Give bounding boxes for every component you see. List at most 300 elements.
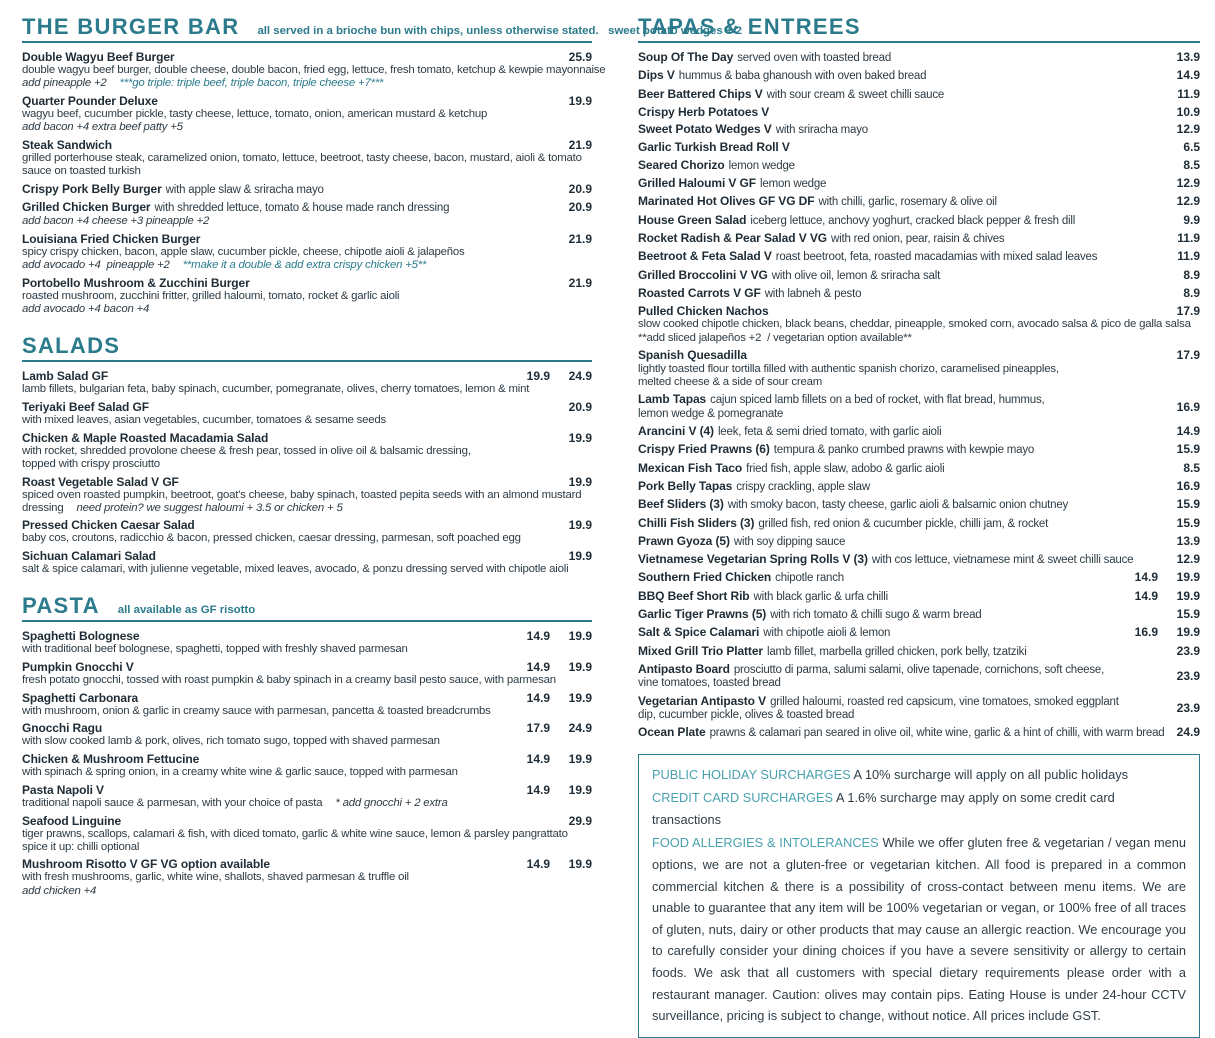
item-price: 24.9 — [568, 721, 592, 736]
menu-item — [22, 400, 592, 427]
item-row — [22, 475, 592, 489]
item-row — [638, 231, 1200, 246]
item-name: BBQ Beef Short Rib — [638, 588, 750, 603]
item-name: Crispy Pork Belly Burger — [22, 181, 162, 196]
item-text — [22, 783, 508, 797]
item-line — [22, 752, 508, 766]
item-name: Steak Sandwich — [22, 137, 112, 152]
item-text — [638, 662, 1116, 691]
item-name: Pumpkin Gnocchi V — [22, 660, 134, 675]
item-price-small: 14.9 — [526, 782, 550, 797]
item-row — [638, 516, 1200, 531]
item-row — [638, 392, 1200, 421]
item-name: Grilled Haloumi V GF — [638, 176, 757, 191]
item-desc — [22, 215, 592, 228]
item-row — [22, 232, 592, 246]
item-text — [638, 286, 1116, 301]
item-price: 17.9 — [1176, 348, 1200, 363]
item-price: 11.9 — [1177, 86, 1200, 101]
item-inline-desc: prosciutto di parma, salumi salami, olive tapenade, cornichons, soft cheese, — [733, 663, 1105, 676]
item-price-small: 14.9 — [1134, 570, 1158, 585]
item-name: Pasta Napoli V — [22, 782, 104, 797]
item-desc — [22, 165, 592, 178]
item-name: Chilli Fish Sliders (3) — [638, 515, 755, 530]
item-desc — [22, 871, 592, 884]
addon-highlight-text: ***go triple: triple beef, triple bacon, triple cheese +7*** — [119, 77, 384, 90]
item-desc-text: slow cooked chipotle chicken, black beans, cheddar, pineapple, smoked corn, avocado salsa & pico de galla salsa — [638, 318, 1191, 331]
item-price-small: 17.9 — [526, 721, 550, 736]
menu-item — [638, 725, 1200, 740]
item-price-small: 14.9 — [526, 690, 550, 705]
item-line — [638, 231, 1116, 246]
item-price: 20.9 — [568, 181, 592, 196]
item-price: 20.9 — [568, 399, 592, 414]
item-desc — [22, 246, 592, 259]
menu-item — [638, 534, 1200, 549]
item-inline-desc: cajun spiced lamb fillets on a bed of rocket, with flat bread, hummus, — [710, 394, 1045, 407]
item-price-small: 14.9 — [526, 660, 550, 675]
item-line — [638, 194, 1116, 209]
item-text — [22, 691, 508, 705]
item-price: 23.9 — [1176, 700, 1200, 715]
item-inline-desc: hummus & baba ghanoush with oven baked bread — [678, 70, 927, 83]
item-desc-text: dressing — [22, 501, 64, 514]
item-name: Roast Vegetable Salad V GF — [22, 474, 179, 489]
menu-item — [638, 194, 1200, 209]
item-price: 14.9 — [1176, 68, 1200, 83]
item-name: Grilled Broccolini V VG — [638, 267, 768, 282]
item-desc — [638, 376, 1200, 389]
menu-item — [638, 589, 1200, 604]
notice-label: PUBLIC HOLIDAY SURCHARGES — [652, 766, 854, 782]
item-line — [22, 691, 508, 705]
item-text — [638, 644, 1116, 659]
item-text — [638, 534, 1116, 549]
item-text — [22, 475, 508, 489]
item-line — [638, 644, 1116, 659]
item-row — [638, 286, 1200, 301]
item-row — [638, 213, 1200, 228]
item-name: Seared Chorizo — [638, 157, 725, 172]
item-price: 10.9 — [1176, 104, 1200, 119]
item-inline-desc: with sriracha mayo — [775, 124, 868, 137]
menu-item — [638, 122, 1200, 137]
menu-item — [22, 182, 592, 197]
item-name: Beetroot & Feta Salad V — [638, 249, 772, 264]
item-inline-desc: iceberg lettuce, anchovy yoghurt, cracked black pepper & fresh dill — [750, 214, 1076, 227]
item-inline-desc: chipotle ranch — [775, 572, 844, 585]
item-desc — [22, 77, 592, 90]
item-line — [22, 857, 508, 871]
item-price: 14.9 — [1176, 424, 1200, 439]
item-name: Louisiana Fried Chicken Burger — [22, 231, 201, 246]
addon-text: add avocado +4 bacon +4 — [22, 303, 150, 316]
item-row — [638, 105, 1200, 119]
item-row — [638, 534, 1200, 549]
item-name: Pressed Chicken Caesar Salad — [22, 518, 195, 533]
notice-text: A 1.6% surcharge may apply on some credit card transactions — [652, 790, 1115, 827]
menu-item — [638, 461, 1200, 476]
item-desc-text: traditional napoli sauce & parmesan, with your choice of pasta — [22, 796, 323, 809]
item-text — [22, 182, 508, 197]
item-inline-desc: with apple slaw & sriracha mayo — [165, 183, 324, 196]
item-row — [638, 140, 1200, 154]
menu-item — [22, 518, 592, 545]
item-price: 8.5 — [1183, 460, 1200, 475]
item-row — [22, 138, 592, 152]
item-name: Southern Fried Chicken — [638, 570, 772, 585]
item-price: 16.9 — [1176, 399, 1200, 414]
item-price: 9.9 — [1183, 212, 1200, 227]
item-price: 12.9 — [1176, 122, 1200, 137]
item-line — [22, 276, 508, 290]
item-name: Antipasto Board — [638, 661, 730, 676]
menu-item — [638, 286, 1200, 301]
menu-column-right — [638, 14, 1200, 1024]
item-name: Roasted Carrots V GF — [638, 285, 761, 300]
item-line — [638, 268, 1116, 283]
menu-item — [638, 644, 1200, 659]
item-text — [638, 304, 1116, 318]
item-row — [22, 431, 592, 445]
menu-item — [638, 249, 1200, 264]
item-name: Mushroom Risotto V GF VG option available — [22, 857, 270, 872]
menu-item — [638, 516, 1200, 531]
item-line — [638, 479, 1116, 494]
menu-item — [638, 424, 1200, 439]
item-inline-desc: with rich tomato & chilli sugo & warm bread — [770, 609, 982, 622]
item-desc — [22, 532, 592, 545]
item-name: Beef Sliders (3) — [638, 497, 724, 512]
item-price: 19.9 — [1176, 570, 1200, 585]
item-row — [22, 549, 592, 563]
menu-item — [638, 68, 1200, 83]
item-text — [638, 392, 1116, 421]
item-desc — [22, 64, 606, 77]
item-line — [22, 94, 508, 108]
item-desc — [22, 445, 592, 458]
item-inline-desc: vine tomatoes, toasted bread — [638, 677, 781, 690]
item-name: Double Wagyu Beef Burger — [22, 50, 175, 64]
item-row — [22, 50, 592, 64]
addon-text: add bacon +4 extra beef patty +5 — [22, 121, 183, 134]
menu-item — [638, 625, 1200, 640]
item-name: Sweet Potato Wedges V — [638, 122, 772, 137]
item-name: Gnocchi Ragu — [22, 721, 103, 736]
item-price: 12.9 — [1176, 176, 1200, 191]
item-price: 24.9 — [1176, 725, 1200, 740]
item-row — [638, 625, 1200, 640]
item-price: 16.9 — [1176, 478, 1200, 493]
item-row — [22, 276, 592, 290]
item-name: Vegetarian Antipasto V — [638, 693, 767, 708]
item-desc-text: with traditional beef bolognese, spaghetti, topped with freshly shaved parmesan — [22, 643, 408, 656]
item-desc-text: lightly toasted flour tortilla filled with authentic spanish chorizo, caramelised pineapples, — [638, 362, 1059, 375]
item-desc — [22, 108, 592, 121]
item-name: Marinated Hot Olives GF VG DF — [638, 194, 815, 209]
item-row — [638, 694, 1200, 723]
item-text — [638, 693, 1119, 723]
item-text — [638, 725, 1165, 740]
item-line — [638, 570, 1116, 585]
item-price: 19.9 — [568, 782, 592, 797]
item-desc-text: with mushroom, onion & garlic in creamy sauce with parmesan, pancetta & toasted breadcrumbs — [22, 704, 491, 717]
item-desc-text: spiced oven roasted pumpkin, beetroot, goat's cheese, baby spinach, toasted pepita seeds with an almond mustard — [22, 488, 582, 501]
menu-item — [22, 50, 606, 90]
item-row — [638, 424, 1200, 439]
item-desc-text: baby cos, croutons, radicchio & bacon, pressed chicken, caesar dressing, parmesan, soft poached egg — [22, 532, 521, 545]
item-line — [638, 552, 1134, 567]
menu-item — [22, 691, 592, 718]
addon-text: add avocado +4 pineapple +2 — [22, 259, 170, 272]
item-desc — [638, 363, 1200, 376]
item-text — [638, 176, 1116, 191]
item-text — [638, 497, 1116, 512]
item-line — [22, 431, 508, 445]
item-inline-desc: fried fish, apple slaw, adobo & garlic aioli — [746, 462, 945, 475]
item-price: 19.9 — [1176, 625, 1200, 640]
item-name: Arancini V (4) — [638, 424, 714, 439]
item-text — [22, 50, 508, 64]
item-line — [638, 105, 1116, 119]
item-desc-text: spicy crispy chicken, bacon, apple slaw, cucumber pickle, cheese, chipotle aioli & jalapeños — [22, 245, 465, 258]
item-name: Beer Battered Chips V — [638, 86, 763, 101]
item-desc — [638, 332, 1200, 345]
menu-item — [22, 814, 592, 854]
item-line — [22, 721, 508, 735]
item-price: 19.9 — [568, 518, 592, 533]
notice-paragraph — [652, 764, 1186, 786]
item-row — [638, 662, 1200, 691]
item-inline-desc: with chipotle aioli & lemon — [763, 627, 891, 640]
item-inline-desc: lamb fillet, marbella grilled chicken, pork belly, tzatziki — [766, 645, 1027, 658]
item-line — [638, 348, 1116, 362]
item-line — [22, 660, 508, 674]
notice-label: FOOD ALLERGIES & INTOLERANCES — [652, 835, 883, 851]
item-line — [22, 369, 508, 383]
item-line — [22, 200, 508, 215]
item-inline-desc: prawns & calamari pan seared in olive oil, white wine, garlic & a hint of chilli, with warm bread — [709, 727, 1165, 740]
item-price-small: 19.9 — [526, 369, 550, 384]
item-name: Sichuan Calamari Salad — [22, 549, 156, 564]
menu-item — [22, 549, 592, 576]
item-row — [22, 783, 592, 797]
item-inline-desc: with black garlic & urfa chilli — [753, 590, 888, 603]
item-text — [22, 518, 508, 532]
item-price: 21.9 — [568, 275, 592, 290]
menu-item — [638, 552, 1200, 567]
item-name: Pork Belly Tapas — [638, 478, 733, 493]
notice-label: CREDIT CARD SURCHARGES — [652, 790, 836, 806]
item-desc — [22, 797, 592, 810]
item-text — [22, 660, 508, 674]
addon-text: add pineapple +2 — [22, 77, 107, 90]
item-name: Crispy Fried Prawns (6) — [638, 442, 770, 457]
item-name: Dips V — [638, 68, 675, 83]
item-name: Pulled Chicken Nachos — [638, 304, 769, 319]
item-desc — [22, 841, 592, 854]
menu-item — [638, 442, 1200, 457]
item-text — [638, 516, 1116, 531]
item-desc — [22, 735, 592, 748]
menu-item — [22, 475, 592, 515]
item-name: Mexican Fish Taco — [638, 460, 743, 475]
item-name: Prawn Gyoza (5) — [638, 533, 730, 548]
item-price: 17.9 — [1176, 304, 1200, 319]
item-price: 8.9 — [1183, 267, 1200, 282]
notice-text: A 10% surcharge will apply on all public holidays — [853, 766, 1129, 782]
item-price: 8.9 — [1183, 285, 1200, 300]
item-inline-desc: with labneh & pesto — [764, 287, 862, 300]
item-text — [638, 249, 1116, 264]
item-text — [22, 629, 508, 643]
menu-item — [638, 50, 1200, 65]
item-desc-text: melted cheese & a side of sour cream — [638, 375, 823, 388]
item-price-small: 16.9 — [1134, 625, 1158, 640]
item-price: 19.9 — [568, 474, 592, 489]
tapas-item-list — [638, 43, 1200, 741]
item-desc-text: with fresh mushrooms, garlic, white wine, shallots, shaved parmesan & truffle oil — [22, 871, 409, 884]
item-desc — [22, 674, 592, 687]
section-header — [22, 595, 592, 622]
section-title: TAPAS & ENTREES — [638, 14, 861, 39]
item-line — [638, 725, 1165, 740]
menu-item — [22, 200, 592, 228]
item-row — [638, 304, 1200, 318]
item-line — [638, 534, 1116, 549]
item-price: 19.9 — [568, 690, 592, 705]
item-desc-text: double wagyu beef burger, double cheese, double bacon, fried egg, lettuce, fresh tomato, ketchup & kewpie mayonnaise — [22, 64, 606, 76]
item-desc — [22, 458, 592, 471]
item-name: Ocean Plate — [638, 725, 706, 740]
item-row — [638, 442, 1200, 457]
notice-paragraph — [652, 832, 1186, 1026]
section-title: PASTA — [22, 593, 100, 619]
item-price: 21.9 — [568, 137, 592, 152]
item-name: Mixed Grill Trio Platter — [638, 643, 763, 658]
item-inline-desc: crispy crackling, apple slaw — [736, 480, 870, 493]
item-text — [22, 138, 508, 152]
item-name: Grilled Chicken Burger — [22, 200, 151, 215]
item-price: 19.9 — [568, 93, 592, 108]
item-desc-text: lamb fillets, bulgarian feta, baby spinach, cucumber, pomegranate, olives, cherry tomatoes, lemon & mint — [22, 383, 530, 396]
item-name: Spanish Quesadilla — [638, 348, 747, 363]
item-inline-desc: leek, feta & semi dried tomato, with garlic aioli — [717, 426, 942, 439]
item-inline-desc: lemon wedge — [728, 159, 795, 172]
item-price: 13.9 — [1176, 50, 1200, 64]
item-line — [22, 814, 508, 828]
section-subtitle: all served in a brioche bun with chips, unless otherwise stated. sweet potato wedges + 2 — [257, 25, 742, 37]
menu-item — [22, 232, 592, 272]
item-text — [22, 200, 508, 215]
salads-item-list — [22, 362, 592, 576]
item-text — [638, 213, 1116, 228]
item-inline-desc: served oven with toasted bread — [737, 52, 892, 64]
item-text — [22, 232, 508, 246]
item-row — [22, 182, 592, 197]
menu-item — [22, 276, 592, 316]
item-desc-text: tiger prawns, scallops, calamari & fish, with diced tomato, garlic & white wine sauce, lemon & parsley pangrattato — [22, 827, 568, 840]
item-line — [638, 50, 1116, 65]
item-desc — [22, 828, 592, 841]
item-text — [638, 461, 1116, 476]
menu-item — [638, 348, 1200, 389]
item-row — [638, 644, 1200, 659]
item-price-small: 14.9 — [526, 752, 550, 767]
menu-item — [638, 479, 1200, 494]
menu-item — [22, 752, 592, 779]
item-row — [638, 176, 1200, 191]
item-inline-desc: roast beetroot, feta, roasted macadamias with mixed salad leaves — [775, 251, 1098, 264]
item-row — [22, 660, 592, 674]
item-text — [22, 814, 508, 828]
item-inline-desc: dip, cucumber pickle, olives & toasted bread — [638, 708, 855, 721]
item-price: 20.9 — [568, 200, 592, 215]
menu-item — [638, 268, 1200, 283]
item-desc — [22, 259, 592, 272]
item-text — [22, 400, 508, 414]
item-inline-desc: with smoky bacon, tasty cheese, garlic aioli & balsamic onion chutney — [727, 499, 1069, 512]
item-price: 23.9 — [1176, 669, 1200, 684]
menu-item — [638, 158, 1200, 173]
item-row — [638, 194, 1200, 209]
item-row — [638, 497, 1200, 512]
menu-item — [638, 662, 1200, 691]
item-inline-desc: with sour cream & sweet chilli sauce — [766, 88, 945, 101]
item-line — [638, 607, 1116, 622]
item-name: Spaghetti Carbonara — [22, 690, 139, 705]
item-line — [638, 392, 1116, 407]
item-name: Chicken & Mushroom Fettucine — [22, 752, 200, 767]
item-text — [22, 369, 508, 383]
item-text — [638, 105, 1116, 119]
item-row — [638, 68, 1200, 83]
item-row — [638, 249, 1200, 264]
item-desc — [22, 766, 592, 779]
item-inline-desc: with shredded lettuce, tomato & house made ranch dressing — [154, 202, 450, 215]
item-price: 8.5 — [1183, 157, 1200, 172]
item-inline-desc: grilled fish, red onion & cucumber pickle, chilli jam, & rocket — [758, 517, 1049, 530]
item-line — [638, 424, 1116, 439]
item-line — [22, 182, 508, 197]
item-price: 25.9 — [568, 50, 592, 64]
item-price: 12.9 — [1176, 194, 1200, 209]
burger-item-list — [22, 43, 606, 316]
item-desc-text: with spinach & spring onion, in a creamy white wine & garlic sauce, topped with parmesan — [22, 766, 458, 779]
item-name: Vietnamese Vegetarian Spring Rolls V (3) — [638, 552, 868, 567]
item-text — [22, 431, 508, 445]
item-text — [638, 87, 1116, 102]
item-line — [638, 140, 1116, 154]
item-row — [22, 814, 592, 828]
item-price: 15.9 — [1176, 607, 1200, 622]
item-inline-desc: tempura & panko crumbed prawns with kewpie mayo — [773, 444, 1035, 457]
item-desc — [22, 502, 592, 515]
item-line — [638, 176, 1116, 191]
item-desc — [22, 489, 592, 502]
notice-box — [638, 754, 1200, 1038]
menu-item — [22, 431, 592, 471]
item-price: 21.9 — [568, 231, 592, 246]
item-line — [638, 158, 1116, 173]
item-line — [22, 783, 508, 797]
item-row — [22, 94, 592, 108]
addon-highlight-text: **make it a double & add extra crispy chicken +5** — [182, 259, 427, 272]
section-title: SALADS — [22, 333, 121, 359]
item-line — [638, 213, 1116, 228]
section-title: THE BURGER BAR — [22, 14, 240, 39]
item-row — [22, 629, 592, 643]
